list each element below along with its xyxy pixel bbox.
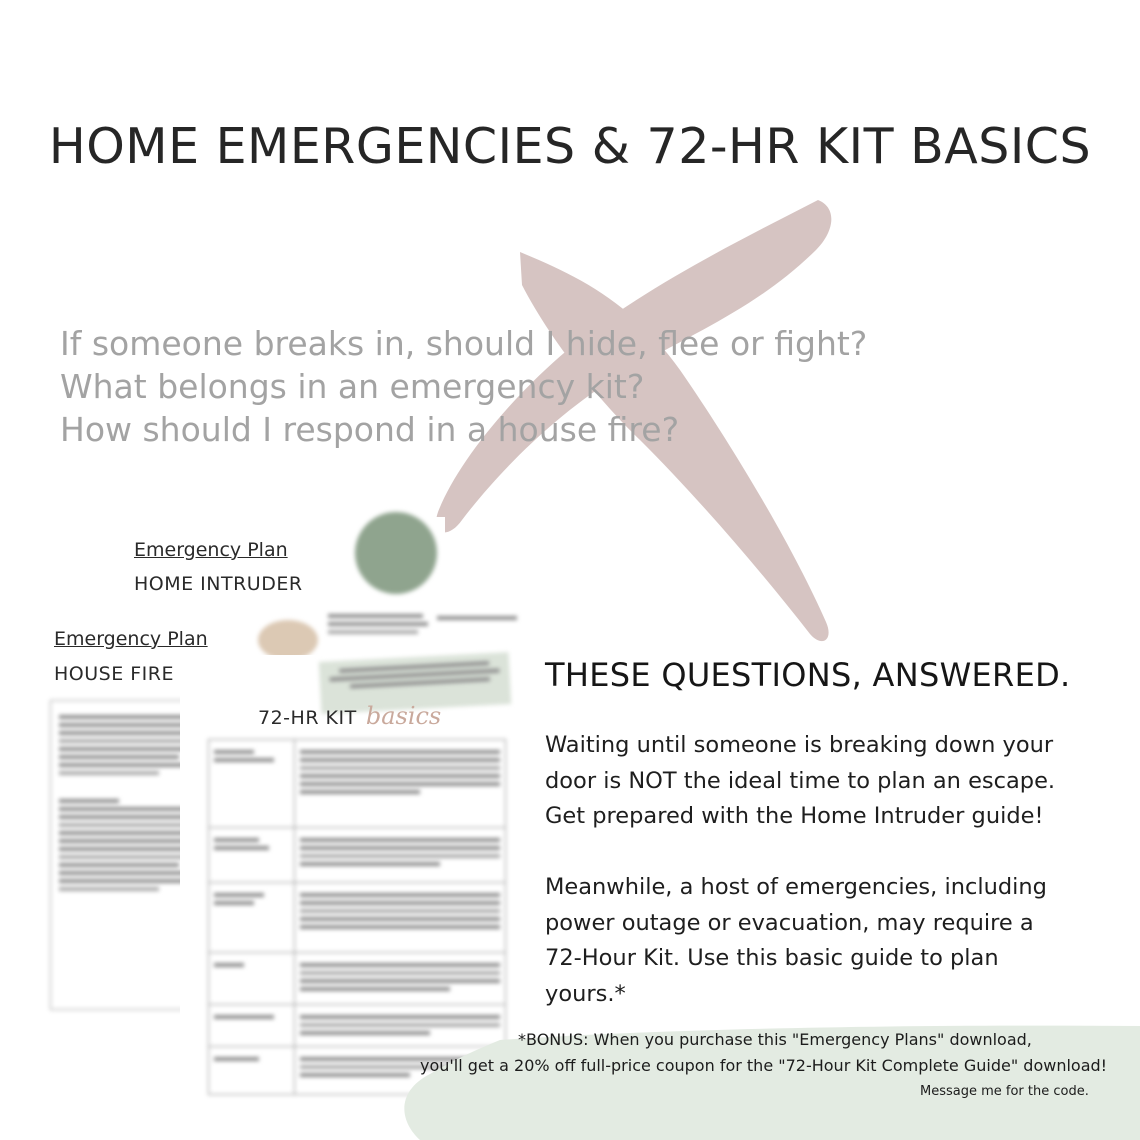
paragraph-line: power outage or evacuation, may require a <box>545 909 1034 936</box>
paragraph-line: door is NOT the ideal time to plan an escape. <box>545 767 1056 794</box>
kit-title <box>258 702 441 730</box>
question-item: What belongs in an emergency kit? <box>60 367 645 406</box>
preview-heading: Emergency Plan <box>134 539 288 561</box>
preview-subheading: HOME INTRUDER <box>134 573 303 595</box>
page-title: HOME EMERGENCIES & 72-HR KIT BASICS <box>48 118 1092 175</box>
preview-subheading: HOUSE FIRE <box>54 663 174 685</box>
question-list <box>60 322 867 451</box>
paragraph-line: 72-Hour Kit. Use this basic guide to plan <box>545 945 999 971</box>
paragraph-line: yours.* <box>545 980 626 1007</box>
paragraph-line: Meanwhile, a host of emergencies, including <box>545 874 1047 900</box>
bonus-line-1: *BONUS: When you purchase this "Emergency Plans" download, <box>518 1030 1032 1049</box>
question-item: How should I respond in a house fire? <box>60 410 680 449</box>
kit-title-script: basics <box>365 702 442 730</box>
bonus-line-3: Message me for the code. <box>920 1084 1089 1099</box>
paragraph-kit <box>545 870 1047 1012</box>
paragraph-line: Waiting until someone is breaking down your <box>545 732 1054 758</box>
preview-text-block <box>437 612 527 624</box>
preview-home-intruder <box>115 517 445 622</box>
kit-title-prefix: 72-HR KIT <box>258 707 357 729</box>
badge-tan-starburst <box>258 620 318 660</box>
preview-heading: Emergency Plan <box>54 628 208 650</box>
preview-blurred-text <box>328 610 438 638</box>
bonus-line-2: you'll get a 20% off full-price coupon for the "72-Hour Kit Complete Guide" download! <box>420 1056 1108 1075</box>
badge-green-starburst <box>355 512 437 594</box>
paragraph-intruder <box>545 728 1055 835</box>
preview-72hr-kit <box>180 655 510 1075</box>
answer-heading: THESE QUESTIONS, ANSWERED. <box>545 656 1071 694</box>
question-item: If someone breaks in, should I hide, flee or fight? <box>60 324 868 363</box>
paragraph-line: Get prepared with the Home Intruder guide! <box>545 803 1044 829</box>
bonus-banner <box>390 1022 1140 1140</box>
